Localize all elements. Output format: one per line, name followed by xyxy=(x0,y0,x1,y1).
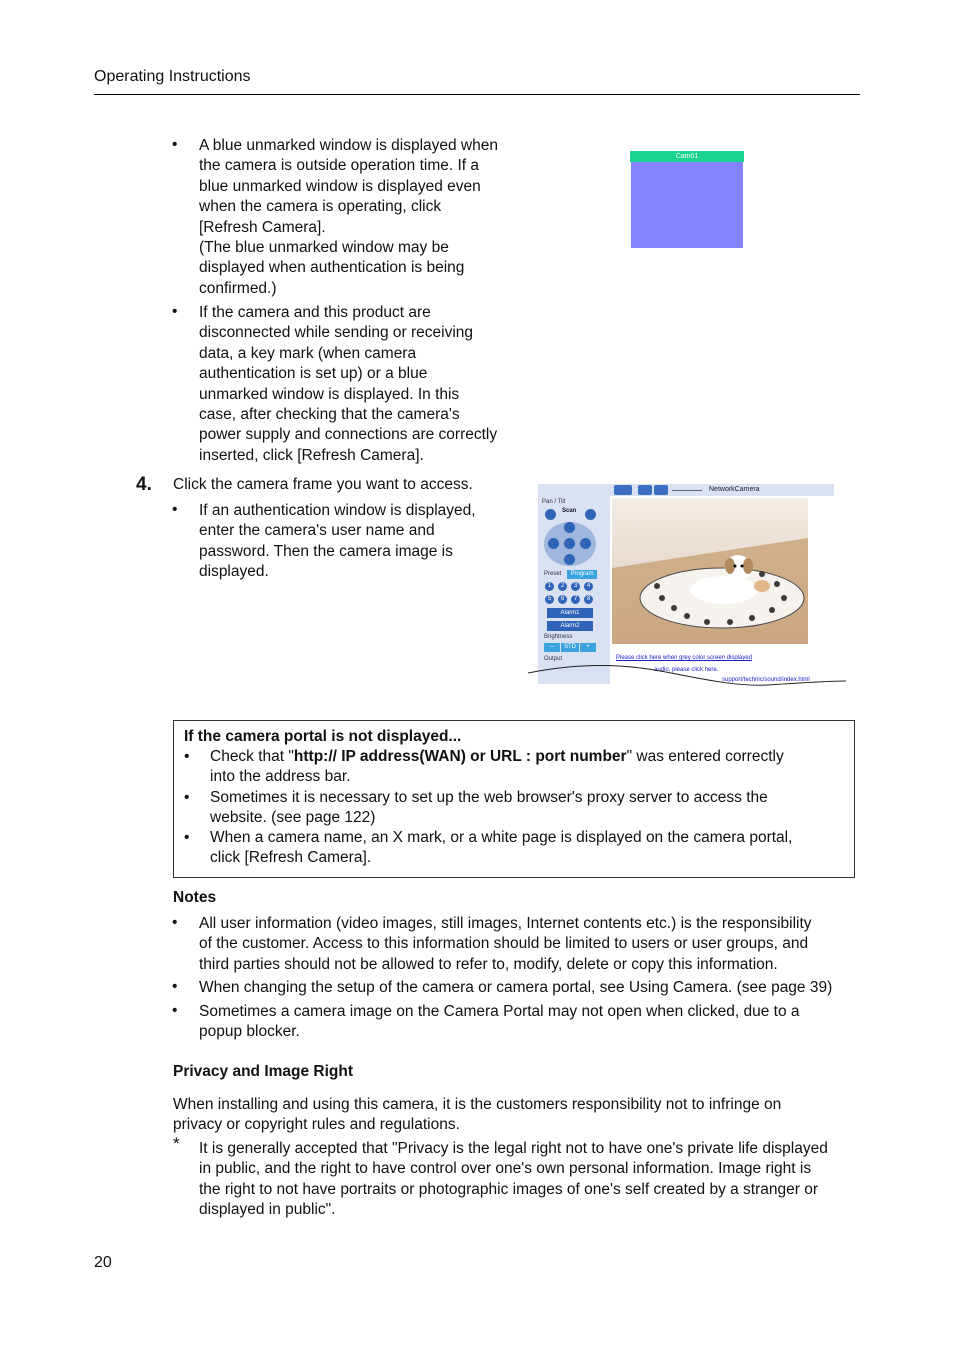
note-popup-blocker: Sometimes a camera image on the Camera Portal may not open when clicked, due to a popup blocker. xyxy=(199,1003,800,1041)
blue-unmarked-window xyxy=(631,162,743,248)
info-box-title: If the camera portal is not displayed... xyxy=(184,728,462,745)
bullet-mark: • xyxy=(184,829,190,846)
preset-7-button[interactable]: 7 xyxy=(571,595,580,604)
privacy-title: Privacy and Image Right xyxy=(173,1063,354,1080)
audio-link[interactable]: audio, please click here. xyxy=(654,667,719,673)
volume-slider[interactable] xyxy=(672,490,702,491)
info-bullet-address: Check that "http:// IP address(WAN) or URL : port number" was entered correctly into the address bar. xyxy=(210,748,784,786)
page-header: Operating Instructions xyxy=(94,68,251,85)
center-icon[interactable] xyxy=(564,538,575,549)
page-number: 20 xyxy=(94,1254,112,1271)
bullet-mark: • xyxy=(184,748,190,765)
bullet-mark: • xyxy=(172,914,178,931)
info-bullet-proxy: Sometimes it is necessary to set up the web browser's proxy server to access the website. (see page 122) xyxy=(210,789,768,827)
preset-1-button[interactable]: 1 xyxy=(545,582,554,591)
preset-4-button[interactable]: 4 xyxy=(584,582,593,591)
preset-5-button[interactable]: 5 xyxy=(545,595,554,604)
camera-name: NetworkCamera xyxy=(709,486,760,493)
step-text: Click the camera frame you want to access. xyxy=(173,476,473,493)
preset-3-button[interactable]: 3 xyxy=(571,582,580,591)
bullet-blue-window: A blue unmarked window is displayed when the camera is outside operation time. If a blue unmarked window is displayed even when the camera is operating, click [Refresh Camera]. (The blue unmarked window may be displayed when authentication is being confirmed.) xyxy=(199,137,498,297)
note-setup: When changing the setup of the camera or camera portal, see Using Camera. (see page 39) xyxy=(199,979,833,996)
camera-image xyxy=(612,498,808,644)
brightness-std-button[interactable]: STD xyxy=(561,643,579,652)
speaker-icon[interactable] xyxy=(654,485,668,495)
refresh-icon[interactable] xyxy=(585,509,596,520)
audio-support-link[interactable]: support/technic/sound/index.html xyxy=(722,677,810,683)
alarm1-button[interactable]: Alarm1 xyxy=(547,608,593,618)
grey-screen-link[interactable]: Please click here when grey color screen displayed xyxy=(616,655,753,661)
mic-icon[interactable] xyxy=(638,485,652,495)
notes-title: Notes xyxy=(173,889,217,906)
pan-left-icon[interactable] xyxy=(548,538,559,549)
scan-label: Scan xyxy=(562,508,577,514)
preset-6-button[interactable]: 6 xyxy=(558,595,567,604)
snapshot-icon[interactable] xyxy=(614,485,632,495)
tilt-up-icon[interactable] xyxy=(564,522,575,533)
pan-right-icon[interactable] xyxy=(580,538,591,549)
header-rule xyxy=(94,94,860,95)
bullet-disconnected: If the camera and this product are disconnected while sending or receiving data, a key mark (when camera authentication is set up) or a blue unmarked window is displayed. In this case, after checking that the camera's power supply and connections are correctly inserted, click [Refresh Camera]. xyxy=(199,304,498,464)
bullet-mark: • xyxy=(172,978,178,995)
brightness-down-button[interactable]: – xyxy=(544,643,560,652)
camera-frame-title: Cam01 xyxy=(630,151,744,162)
privacy-definition: It is generally accepted that "Privacy is the legal right not to have one's private life displayed in public, and the right to have control over one's own personal information. Image right is the right to not have portraits or photographic images of one's self created by a stranger or displayed in public". xyxy=(199,1140,828,1219)
brightness-up-button[interactable]: + xyxy=(580,643,596,652)
program-button[interactable]: Program xyxy=(567,570,597,579)
tilt-down-icon[interactable] xyxy=(564,554,575,565)
note-user-information: All user information (video images, still images, Internet contents etc.) is the responsibility of the customer. Access to this information should be limited to users or user groups, and third parties should not be allowed to refer to, modify, delete or copy this information. xyxy=(199,915,812,973)
bullet-mark: • xyxy=(172,136,178,153)
alarm2-button[interactable]: Alarm2 xyxy=(547,621,593,631)
pan-tilt-label: Pan / Tilt xyxy=(542,499,566,505)
bullet-mark: • xyxy=(184,789,190,806)
preset-8-button[interactable]: 8 xyxy=(584,595,593,604)
bullet-mark: • xyxy=(172,303,178,320)
home-icon[interactable] xyxy=(545,509,556,520)
bullet-mark: • xyxy=(172,1002,178,1019)
privacy-paragraph: When installing and using this camera, it is the customers responsibility not to infringe on privacy or copyright rules and regulations. xyxy=(173,1096,782,1134)
torn-edge xyxy=(528,655,848,690)
preset-label: Preset xyxy=(544,571,562,577)
bullet-mark: • xyxy=(172,501,178,518)
output-label: Output xyxy=(544,656,563,662)
asterisk-mark: * xyxy=(173,1134,180,1153)
network-camera-screenshot xyxy=(538,484,834,684)
step-number: 4. xyxy=(136,474,152,495)
brightness-label: Brightness xyxy=(544,634,573,640)
info-bullet-refresh: When a camera name, an X mark, or a white page is displayed on the camera portal, click [Refresh Camera]. xyxy=(210,829,793,867)
bullet-authentication: If an authentication window is displayed, enter the camera's user name and password. Then the camera image is displayed. xyxy=(199,502,476,581)
preset-2-button[interactable]: 2 xyxy=(558,582,567,591)
